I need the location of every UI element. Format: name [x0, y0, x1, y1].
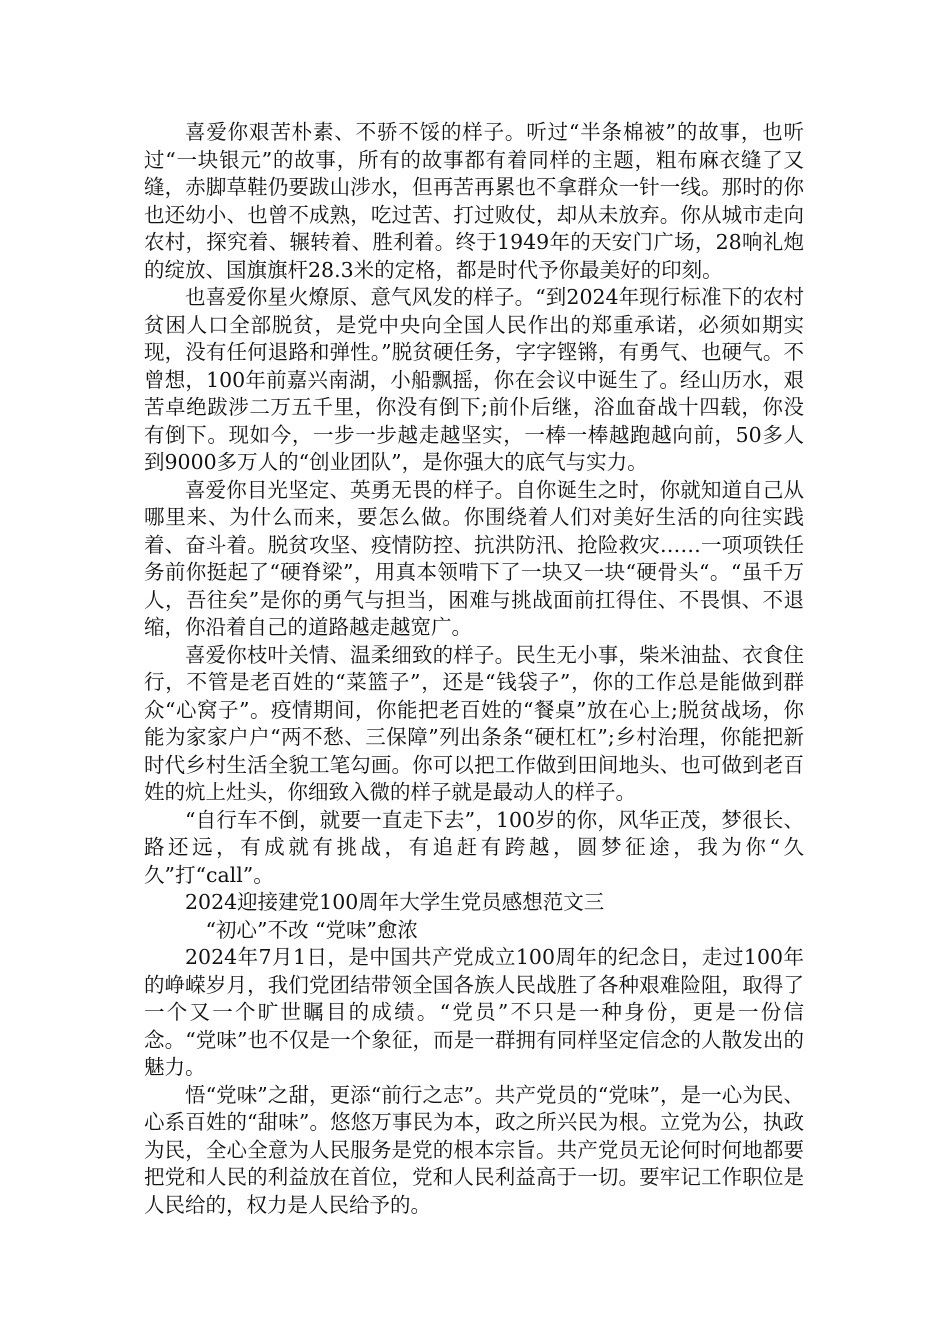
paragraph: “自行车不倒，就要一直走下去”，100岁的你，风华正茂，梦很长、路还远，有成就有挑战，有追赶有跨越，圆梦征途，我为你“久久”打“call”。 — [144, 807, 804, 887]
paragraph: 2024年7月1日，是中国共产党成立100周年的纪念日，走过100年的峥嵘岁月，我们党团结带领全国各族人民战胜了各种艰难险阻，取得了一个又一个旷世瞩目的成绩。“党员”不只是一种身份，更是一份信念。“党味”也不仅是一个象征，而是一群拥有同样坚定信念的人散发出的魅力。 — [144, 945, 804, 1079]
document-body — [144, 119, 804, 1219]
paragraph: 喜爱你枝叶关情、温柔细致的样子。民生无小事，柴米油盐、衣食住行，不管是老百姓的“菜篮子”，还是“钱袋子”，你的工作总是能做到群众“心窝子”。疫情期间，你能把老百姓的“餐桌”放在心上;脱贫战场，你能为家家户户“两不愁、三保障”列出条条“硬杠杠”;乡村治理，你能把新时代乡村生活全貌工笔勾画。你可以把工作做到田间地头、也可做到老百姓的炕上灶头，你细致入微的样子就是最动人的样子。 — [144, 642, 804, 804]
paragraph: 喜爱你目光坚定、英勇无畏的样子。自你诞生之时，你就知道自己从哪里来、为什么而来，要怎么做。你围绕着人们对美好生活的向往实践着、奋斗着。脱贫攻坚、疫情防控、抗洪防汛、抢险救灾……一项项铁任务前你挺起了“硬脊梁”，用真本领啃下了一块又一块“硬骨头“。“虽千万人，吾往矣”是你的勇气与担当，困难与挑战面前扛得住、不畏惧、不退缩，你沿着自己的道路越走越宽广。 — [144, 477, 804, 639]
section-subtitle: “初心”不改 “党味”愈浓 — [205, 917, 418, 942]
paragraph: 喜爱你艰苦朴素、不骄不馁的样子。听过“半条棉被”的故事，也听过“一块银元”的故事，所有的故事都有着同样的主题，粗布麻衣缝了又缝，赤脚草鞋仍要跋山涉水，但再苦再累也不拿群众一针一线。那时的你也还幼小、也曾不成熟，吃过苦、打过败仗，却从未放弃。你从城市走向农村，探究着、辗转着、胜利着。终于1949年的天安门广场，28响礼炮的绽放、国旗旗杆28.3米的定格，都是时代予你最美好的印刻。 — [144, 120, 804, 282]
section-heading: 2024迎接建党100周年大学生党员感想范文三 — [185, 890, 605, 914]
paragraph: 悟“党味”之甜，更添“前行之志”。共产党员的“党味”，是一心为民、心系百姓的“甜味”。悠悠万事民为本，政之所兴民为根。立党为公，执政为民，全心全意为人民服务是党的根本宗旨。共产党员无论何时何地都要把党和人民的利益放在首位，党和人民利益高于一切。要牢记工作职位是人民给的，权力是人民给予的。 — [144, 1082, 804, 1217]
paragraph: 也喜爱你星火燎原、意气风发的样子。“到2024年现行标准下的农村贫困人口全部脱贫，是党中央向全国人民作出的郑重承诺，必须如期实现，没有任何退路和弹性。”脱贫硬任务，字字铿锵，有勇气、也硬气。不曾想，100年前嘉兴南湖，小船飘摇，你在会议中诞生了。经山历水，艰苦卓绝跋涉二万五千里，你没有倒下;前仆后继，浴血奋战十四载，你没有倒下。现如今，一步一步越走越坚实，一棒一棒越跑越向前，50多人到9000多万人的“创业团队”，是你强大的底气与实力。 — [144, 285, 804, 474]
